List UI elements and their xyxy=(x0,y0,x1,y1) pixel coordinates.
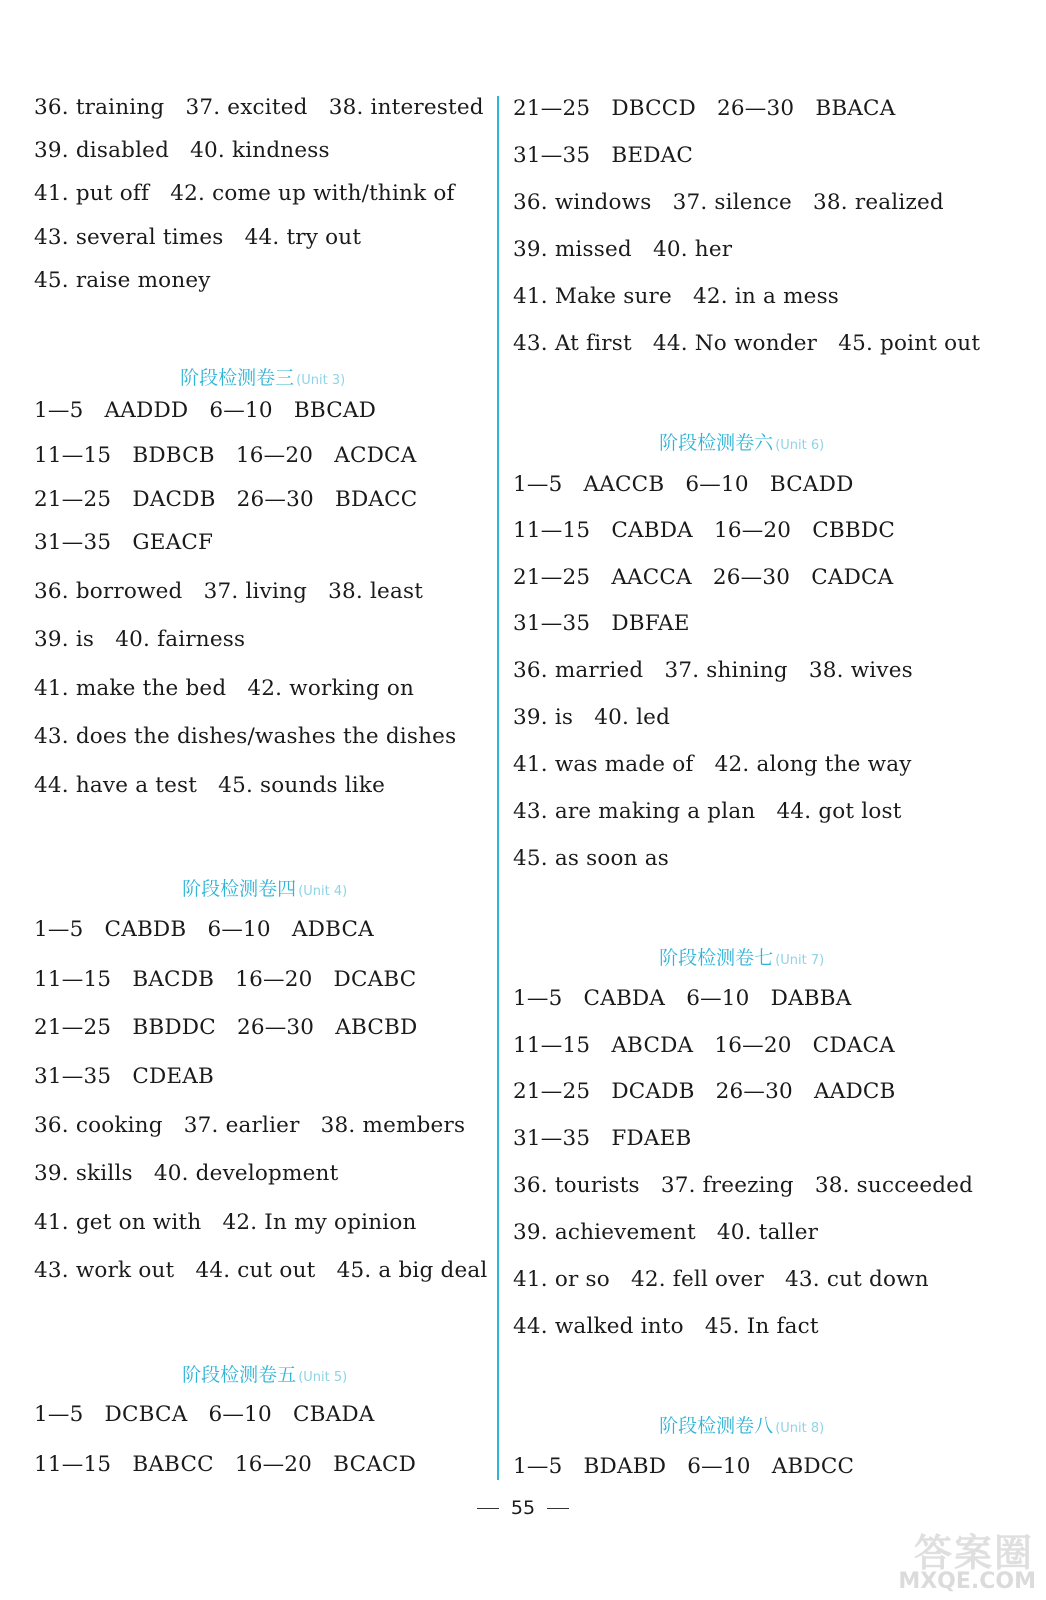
answer-line: 1—5 CABDB 6—10 ADBCA xyxy=(34,917,374,942)
answer-line: 41. Make sure 42. in a mess xyxy=(513,284,840,309)
answer-line: 44. have a test 45. sounds like xyxy=(34,773,386,798)
answer-line: 43. are making a plan 44. got lost xyxy=(513,799,902,824)
answer-line: 11—15 CABDA 16—20 CBBDC xyxy=(513,518,896,543)
answer-line: 1—5 DCBCA 6—10 CBADA xyxy=(34,1402,375,1427)
answer-line: 36. borrowed 37. living 38. least xyxy=(34,579,424,604)
answer-line: 39. is 40. fairness xyxy=(34,627,246,652)
answer-line: 41. make the bed 42. working on xyxy=(34,676,415,701)
section-unit: (Unit 6) xyxy=(775,438,825,453)
watermark-logo: 答案圈 xyxy=(913,1531,1034,1575)
section-unit: (Unit 7) xyxy=(775,953,825,968)
answer-line: 39. disabled 40. kindness xyxy=(34,138,330,163)
answer-line: 36. windows 37. silence 38. realized xyxy=(513,190,944,215)
answer-line: 31—35 GEACF xyxy=(34,530,214,555)
answer-line: 31—35 DBFAE xyxy=(513,611,690,636)
column-divider xyxy=(497,96,499,1480)
answer-line: 44. walked into 45. In fact xyxy=(513,1314,819,1339)
answer-line: 43. several times 44. try out xyxy=(34,225,362,250)
footer-dash-right xyxy=(547,1508,569,1509)
answer-line: 41. put off 42. come up with/think of xyxy=(34,181,455,206)
watermark xyxy=(850,1520,1040,1596)
answer-line: 36. tourists 37. freezing 38. succeeded xyxy=(513,1173,974,1198)
answer-line: 21—25 BBDDC 26—30 ABCBD xyxy=(34,1015,418,1040)
answer-line: 39. achievement 40. taller xyxy=(513,1220,819,1245)
answer-line: 1—5 AADDD 6—10 BBCAD xyxy=(34,398,377,423)
page-footer xyxy=(0,1494,1046,1522)
answer-line: 39. missed 40. her xyxy=(513,237,733,262)
answer-line: 41. was made of 42. along the way xyxy=(513,752,912,777)
answer-line: 36. cooking 37. earlier 38. members xyxy=(34,1113,466,1138)
section-title: 阶段检测卷八 xyxy=(659,1415,774,1437)
answer-line: 39. skills 40. development xyxy=(34,1161,339,1186)
answer-line: 45. as soon as xyxy=(513,846,669,871)
answer-line: 36. married 37. shining 38. wives xyxy=(513,658,913,683)
answer-line: 11—15 BABCC 16—20 BCACD xyxy=(34,1452,417,1477)
section-unit: (Unit 4) xyxy=(298,884,348,899)
section-title: 阶段检测卷七 xyxy=(659,947,774,969)
section-title: 阶段检测卷五 xyxy=(182,1364,297,1386)
footer-dash-left xyxy=(477,1508,499,1509)
answer-line: 21—25 DCADB 26—30 AADCB xyxy=(513,1079,896,1104)
answer-line: 43. does the dishes/washes the dishes xyxy=(34,724,457,749)
answer-line: 31—35 FDAEB xyxy=(513,1126,692,1151)
answer-line: 1—5 CABDA 6—10 DABBA xyxy=(513,986,852,1011)
answer-line: 21—25 DACDB 26—30 BDACC xyxy=(34,487,418,512)
section-title: 阶段检测卷三 xyxy=(180,367,295,389)
answer-line: 11—15 ABCDA 16—20 CDACA xyxy=(513,1033,895,1058)
section-unit: (Unit 8) xyxy=(775,1421,825,1436)
answer-line: 45. raise money xyxy=(34,268,211,293)
answer-line: 41. or so 42. fell over 43. cut down xyxy=(513,1267,929,1292)
answer-line: 21—25 AACCA 26—30 CADCA xyxy=(513,565,894,590)
answer-line: 31—35 CDEAB xyxy=(34,1064,215,1089)
page-number: 55 xyxy=(510,1497,536,1519)
section-unit: (Unit 5) xyxy=(298,1370,348,1385)
answer-line: 43. At first 44. No wonder 45. point out xyxy=(513,331,981,356)
answer-line: 31—35 BEDAC xyxy=(513,143,694,168)
answer-line: 1—5 BDABD 6—10 ABDCC xyxy=(513,1454,855,1479)
answer-line: 21—25 DBCCD 26—30 BBACA xyxy=(513,96,896,121)
watermark-url: MXQE.COM xyxy=(898,1569,1036,1594)
section-unit: (Unit 3) xyxy=(296,373,346,388)
answer-line: 11—15 BACDB 16—20 DCABC xyxy=(34,967,417,992)
answer-line: 36. training 37. excited 38. interested xyxy=(34,95,484,120)
section-title: 阶段检测卷四 xyxy=(182,878,297,900)
answer-line: 39. is 40. led xyxy=(513,705,671,730)
section-title: 阶段检测卷六 xyxy=(659,432,774,454)
answer-line: 43. work out 44. cut out 45. a big deal xyxy=(34,1258,488,1283)
answer-line: 1—5 AACCB 6—10 BCADD xyxy=(513,472,854,497)
answer-line: 41. get on with 42. In my opinion xyxy=(34,1210,417,1235)
answer-line: 11—15 BDBCB 16—20 ACDCA xyxy=(34,443,417,468)
